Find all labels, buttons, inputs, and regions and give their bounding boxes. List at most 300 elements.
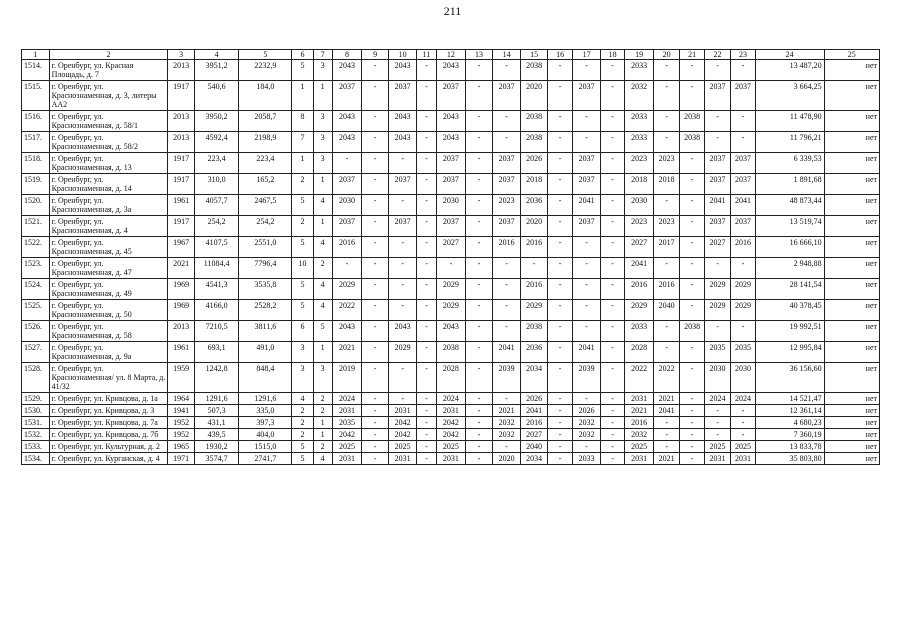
table-cell: нет [824,321,879,342]
table-cell: 3951,2 [194,60,239,81]
table-cell: 2021 [332,342,362,363]
table-cell: 2031 [332,405,362,417]
table-cell: 2037 [388,174,417,195]
table-cell: 2043 [332,60,362,81]
column-header: 8 [332,50,362,60]
table-cell: - [704,321,731,342]
table-cell: 2037 [573,81,601,111]
table-cell: 6 [292,321,313,342]
address-cell: г. Оренбург, ул. Краснознаменная, д. 4 [49,216,168,237]
table-cell: 2 [313,393,332,405]
table-cell: 2037 [492,174,521,195]
table-cell: 13 833,78 [755,441,824,453]
table-cell: 2032 [625,429,654,441]
table-cell: - [547,174,572,195]
table-cell: - [600,441,624,453]
table-cell: - [332,258,362,279]
table-cell: 2030 [332,195,362,216]
table-cell: - [704,60,731,81]
table-cell: 2031 [731,453,755,465]
table-cell: - [653,111,680,132]
table-cell: нет [824,342,879,363]
table-cell: 2036 [521,342,548,363]
table-row [22,216,880,237]
table-cell: 4 [313,195,332,216]
table-cell: 2029 [436,279,466,300]
table-cell: - [466,237,493,258]
table-cell: - [417,216,436,237]
table-cell: 1952 [168,429,195,441]
table-cell: - [466,153,493,174]
table-cell: - [600,453,624,465]
table-cell: 2043 [436,60,466,81]
table-cell: 2018 [625,174,654,195]
table-cell: - [547,111,572,132]
table-cell: - [680,405,704,417]
table-cell: - [417,300,436,321]
table-cell: 4 [313,237,332,258]
table-cell: 2467,5 [239,195,292,216]
table-cell: 1917 [168,216,195,237]
table-cell: 4 680,23 [755,417,824,429]
table-cell: - [731,321,755,342]
table-cell: - [362,237,389,258]
table-cell: - [362,441,389,453]
table-cell: 1961 [168,342,195,363]
table-cell: - [547,237,572,258]
table-cell: 2021 [625,405,654,417]
address-cell: г. Оренбург, ул. Кривцова, д. 3 [49,405,168,417]
table-cell: 2042 [332,429,362,441]
table-cell: - [573,237,601,258]
table-cell: 11084,4 [194,258,239,279]
table-cell: - [388,153,417,174]
table-cell: 540,6 [194,81,239,111]
table-cell: - [653,81,680,111]
table-cell: 397,3 [239,417,292,429]
table-cell: - [362,363,389,393]
table-cell: 2032 [492,417,521,429]
table-cell: 2033 [625,132,654,153]
table-cell: - [600,417,624,429]
header-row [22,50,880,60]
table-cell: - [417,279,436,300]
table-cell: 7796,4 [239,258,292,279]
table-cell: - [417,81,436,111]
column-header: 25 [824,50,879,60]
table-cell: 1516. [22,111,50,132]
table-cell: 2 [292,174,313,195]
column-header: 24 [755,50,824,60]
table-cell: 2038 [521,111,548,132]
table-cell: - [573,300,601,321]
table-cell: 2038 [521,60,548,81]
table-cell: 4166,0 [194,300,239,321]
table-cell: 2043 [436,321,466,342]
table-cell: 2013 [168,321,195,342]
table-cell: - [680,60,704,81]
table-cell: 1518. [22,153,50,174]
table-cell: 2016 [625,279,654,300]
address-cell: г. Оренбург, ул. Кривцова, д. 1а [49,393,168,405]
table-cell: - [600,300,624,321]
table-cell: - [653,441,680,453]
table-cell: 2016 [332,237,362,258]
table-cell: - [362,111,389,132]
table-row [22,453,880,465]
table-cell: 2041 [625,258,654,279]
table-cell: - [388,237,417,258]
table-cell: 2021 [168,258,195,279]
table-cell: 2037 [573,216,601,237]
table-cell: - [547,195,572,216]
table-cell: 2029 [704,300,731,321]
table-cell: 10 [292,258,313,279]
table-cell: 7 [292,132,313,153]
table-cell: 2013 [168,111,195,132]
table-cell: - [704,417,731,429]
table-cell: нет [824,132,879,153]
table-cell: 2035 [332,417,362,429]
table-cell: 2 [313,441,332,453]
table-cell: - [547,453,572,465]
table-cell: 2040 [653,300,680,321]
table-cell: - [573,132,601,153]
table-cell: - [417,405,436,417]
table-cell: - [466,429,493,441]
table-cell: - [600,279,624,300]
table-cell: 2040 [521,441,548,453]
table-cell: 2022 [653,363,680,393]
table-cell: - [600,429,624,441]
table-cell: 1952 [168,417,195,429]
column-header: 12 [436,50,466,60]
table-cell: 2043 [388,60,417,81]
table-cell: - [600,195,624,216]
table-cell: 2037 [436,216,466,237]
table-cell: 5 [292,300,313,321]
table-cell: 2034 [521,453,548,465]
address-cell: г. Оренбург, ул. Курганская, д. 4 [49,453,168,465]
table-cell: 1517. [22,132,50,153]
table-cell: 2042 [436,429,466,441]
table-cell: 2034 [521,363,548,393]
address-cell: г. Оренбург, ул. Краснознаменная, д. 3а [49,195,168,216]
table-cell: - [362,405,389,417]
table-cell: - [362,342,389,363]
table-cell: 2042 [388,429,417,441]
table-cell: 2031 [625,393,654,405]
table-cell: - [466,258,493,279]
address-cell: г. Оренбург, ул. Краснознаменная, д. 45 [49,237,168,258]
table-cell: - [547,441,572,453]
table-cell: - [388,279,417,300]
table-cell: 3574,7 [194,453,239,465]
table-cell: - [600,81,624,111]
table-cell: - [547,258,572,279]
column-header: 13 [466,50,493,60]
table-cell: 2037 [731,216,755,237]
table-cell: 2016 [521,279,548,300]
table-cell: - [417,417,436,429]
table-cell: - [362,453,389,465]
table-cell: - [600,153,624,174]
table-cell: 2016 [521,237,548,258]
table-cell: - [417,342,436,363]
table-cell: 1917 [168,174,195,195]
table-cell: 2 [313,258,332,279]
table-row [22,195,880,216]
table-cell: 1917 [168,153,195,174]
table-cell: - [362,417,389,429]
table-cell: 2043 [388,321,417,342]
table-row [22,393,880,405]
column-header: 21 [680,50,704,60]
table-cell: - [492,393,521,405]
register-table [21,49,880,465]
table-cell: - [680,195,704,216]
table-cell: 2033 [625,60,654,81]
table-cell: 1971 [168,453,195,465]
table-cell: 223,4 [239,153,292,174]
table-cell: 1515,0 [239,441,292,453]
table-row [22,300,880,321]
table-cell: 16 666,10 [755,237,824,258]
table-cell: 2020 [521,216,548,237]
table-cell: 4057,7 [194,195,239,216]
table-cell: 2058,7 [239,111,292,132]
table-cell: 2043 [436,111,466,132]
address-cell: г. Оренбург, ул. Краснознаменная/ ул. 8 Марта, д. 41/32 [49,363,168,393]
column-header: 6 [292,50,313,60]
table-cell: 4541,3 [194,279,239,300]
table-cell: 3 [313,111,332,132]
table-cell: 2024 [332,393,362,405]
column-header: 16 [547,50,572,60]
table-cell: 2037 [436,153,466,174]
table-cell: 3 [313,132,332,153]
table-cell: - [547,405,572,417]
table-cell: - [492,258,521,279]
table-cell: 2016 [521,417,548,429]
table-cell: - [466,174,493,195]
table-cell: - [547,81,572,111]
table-cell: 2021 [653,453,680,465]
table-row [22,417,880,429]
table-cell: - [680,279,704,300]
table-cell: 6 339,53 [755,153,824,174]
table-cell: - [680,237,704,258]
table-cell: 2041 [492,342,521,363]
table-cell: - [466,342,493,363]
table-cell: 2037 [731,153,755,174]
address-cell: г. Оренбург, ул. Краснознаменная, д. 58/2 [49,132,168,153]
table-cell: - [680,453,704,465]
table-cell: - [600,111,624,132]
table-cell: 2029 [388,342,417,363]
table-cell: 2042 [388,417,417,429]
table-cell: - [492,300,521,321]
table-cell: 2041 [573,195,601,216]
table-cell: 2029 [704,279,731,300]
table-cell: 2018 [521,174,548,195]
table-cell: 7210,5 [194,321,239,342]
table-cell: 2037 [388,216,417,237]
table-cell: 2030 [731,363,755,393]
table-cell: 3535,8 [239,279,292,300]
column-header: 15 [521,50,548,60]
table-cell: 4 [313,279,332,300]
table-cell: 5 [292,195,313,216]
table-cell: 2016 [653,279,680,300]
table-cell: - [547,417,572,429]
table-cell: - [417,132,436,153]
table-cell: 2032 [573,417,601,429]
table-cell: - [600,363,624,393]
table-cell: 2016 [492,237,521,258]
table-cell: 1531. [22,417,50,429]
table-cell: 2037 [388,81,417,111]
table-cell: 1291,6 [239,393,292,405]
table-row [22,258,880,279]
table-cell: - [680,174,704,195]
table-cell: - [547,321,572,342]
table-cell: 2025 [388,441,417,453]
table-cell: 1 891,68 [755,174,824,195]
column-header: 23 [731,50,755,60]
table-cell: 2037 [573,174,601,195]
table-cell: 2018 [653,174,680,195]
address-cell: г. Оренбург, ул. Кривцова, д. 7а [49,417,168,429]
table-cell: 1514. [22,60,50,81]
table-cell: 1 [292,153,313,174]
table-cell: - [680,363,704,393]
column-header: 10 [388,50,417,60]
table-cell: 848,4 [239,363,292,393]
table-cell: 2035 [704,342,731,363]
table-cell: - [362,258,389,279]
table-cell: 1242,8 [194,363,239,393]
table-cell: 1526. [22,321,50,342]
table-cell: 2028 [625,342,654,363]
table-cell: 2021 [492,405,521,417]
column-header: 17 [573,50,601,60]
table-cell: - [573,441,601,453]
table-cell: - [731,132,755,153]
table-cell: - [653,258,680,279]
table-row [22,363,880,393]
table-cell: 2031 [625,453,654,465]
table-cell: 2013 [168,132,195,153]
table-cell: - [547,363,572,393]
table-cell: - [653,417,680,429]
table-cell: - [362,153,389,174]
table-cell: - [466,195,493,216]
table-cell: 431,1 [194,417,239,429]
table-cell: - [417,60,436,81]
table-cell: 2036 [521,195,548,216]
column-header: 9 [362,50,389,60]
table-cell: 1532. [22,429,50,441]
table-cell: - [362,429,389,441]
table-cell: 2030 [704,363,731,393]
table-cell: - [436,258,466,279]
table-cell: 2041 [704,195,731,216]
address-cell: г. Оренбург, ул. Краснознаменная, д. 50 [49,300,168,321]
table-cell: - [466,417,493,429]
table-cell: нет [824,81,879,111]
table-cell: - [680,216,704,237]
table-cell: 2038 [680,321,704,342]
table-cell: - [466,405,493,417]
table-cell: 2031 [436,453,466,465]
table-cell: - [680,342,704,363]
table-cell: 1965 [168,441,195,453]
table-cell: 2023 [625,216,654,237]
table-cell: - [704,132,731,153]
table-cell: 1 [313,429,332,441]
table-cell: 2023 [653,216,680,237]
address-cell: г. Оренбург, ул. Краснознаменная, д. 13 [49,153,168,174]
table-cell: 2027 [521,429,548,441]
table-cell: 2037 [704,216,731,237]
table-cell: - [653,132,680,153]
table-cell: 19 992,51 [755,321,824,342]
table-cell: - [731,111,755,132]
table-cell: 2037 [704,153,731,174]
table-cell: 2198,9 [239,132,292,153]
table-cell: нет [824,111,879,132]
table-cell: - [653,321,680,342]
table-cell: 1528. [22,363,50,393]
table-cell: - [417,174,436,195]
table-cell: - [731,417,755,429]
table-cell: - [653,195,680,216]
table-cell: - [600,405,624,417]
table-cell: 310,0 [194,174,239,195]
table-cell: 2038 [680,132,704,153]
table-cell: - [547,393,572,405]
table-cell: 1525. [22,300,50,321]
table-cell: 4592,4 [194,132,239,153]
column-header: 3 [168,50,195,60]
table-cell: 1533. [22,441,50,453]
table-cell: нет [824,405,879,417]
table-cell: 1964 [168,393,195,405]
table-cell: - [466,300,493,321]
table-cell: 2037 [704,81,731,111]
table-cell: 2528,2 [239,300,292,321]
table-cell: 2038 [436,342,466,363]
table-cell: - [600,258,624,279]
table-cell: - [492,279,521,300]
table-cell: - [417,195,436,216]
table-cell: 2031 [332,453,362,465]
table-cell: 2037 [492,81,521,111]
table-cell: 254,2 [239,216,292,237]
table-cell: - [600,216,624,237]
table-cell: 1522. [22,237,50,258]
table-cell: - [417,441,436,453]
table-cell: - [731,60,755,81]
table-cell: 2024 [704,393,731,405]
table-cell: 2038 [521,321,548,342]
table-cell: - [600,342,624,363]
address-cell: г. Оренбург, ул. Кривцова, д. 7б [49,429,168,441]
table-cell: - [466,363,493,393]
table-cell: 2 [313,405,332,417]
table-cell: 254,2 [194,216,239,237]
